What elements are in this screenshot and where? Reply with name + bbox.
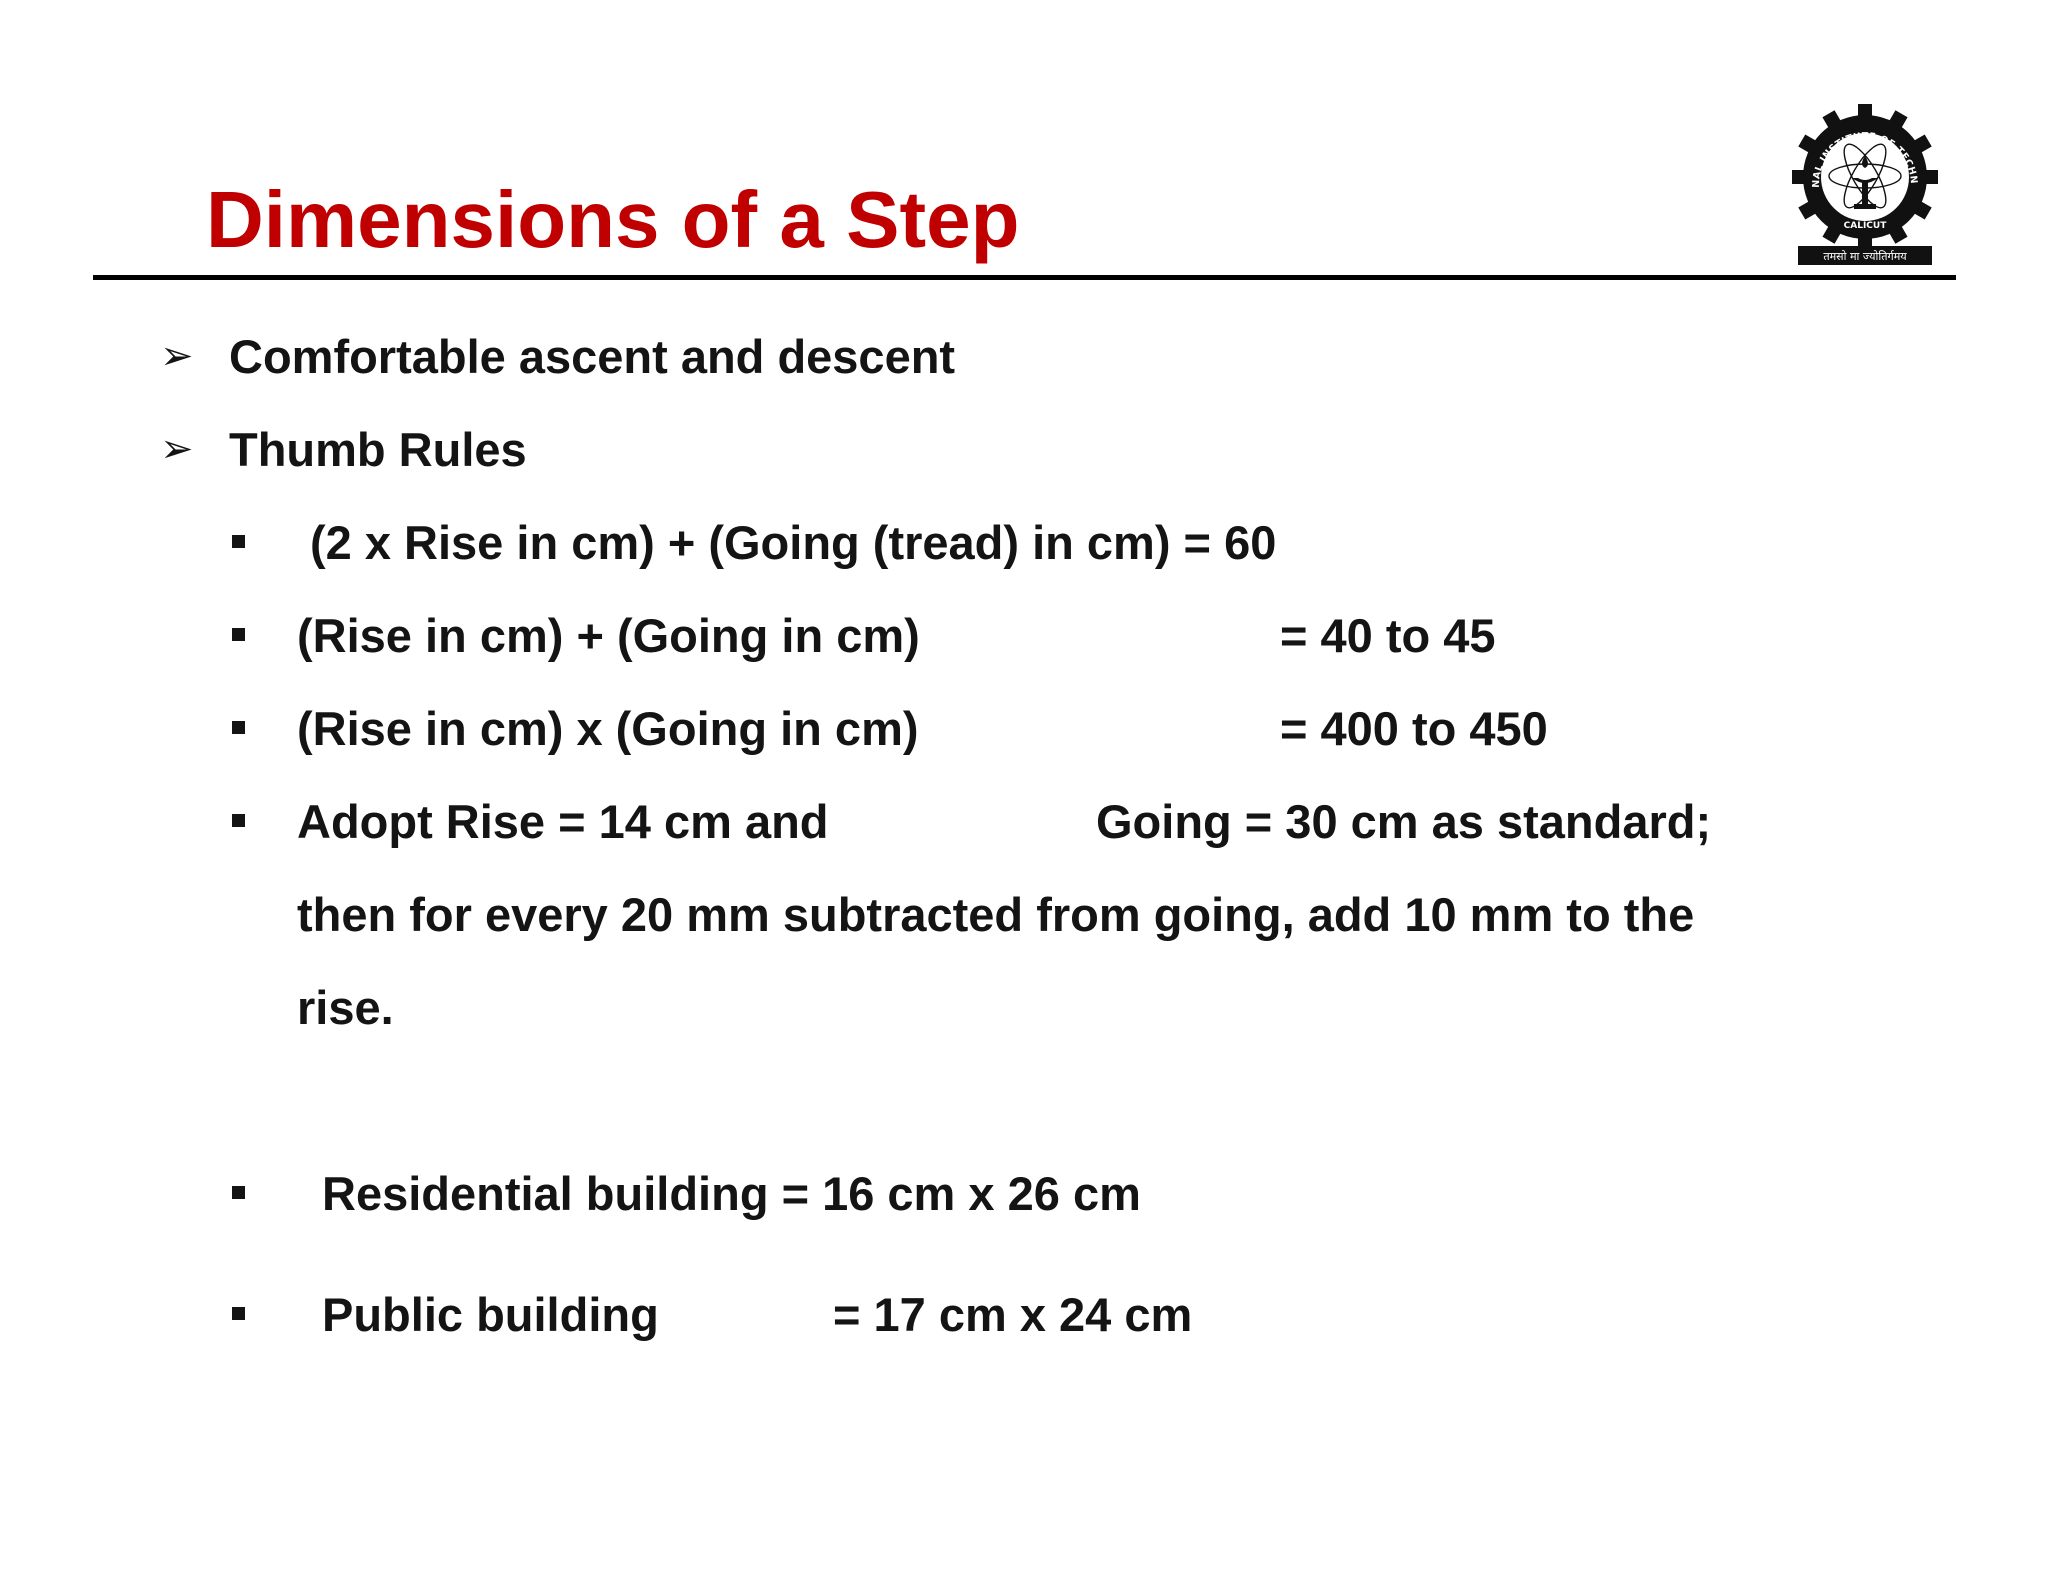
square-bullet-icon bbox=[232, 1307, 245, 1320]
title-underline bbox=[93, 275, 1956, 280]
rule-rise-plus-going: (Rise in cm) + (Going in cm) bbox=[297, 609, 920, 662]
square-bullet-icon bbox=[232, 721, 245, 734]
square-bullet-icon bbox=[232, 535, 245, 548]
bullet-comfortable: Comfortable ascent and descent bbox=[229, 330, 956, 383]
logo-motto: तमसो मा ज्योतिर्गमय bbox=[1823, 250, 1907, 263]
standard-public-value: = 17 cm x 24 cm bbox=[833, 1288, 1193, 1341]
square-bullet-icon bbox=[232, 814, 245, 827]
arrow-bullet-icon: ➢ bbox=[160, 334, 194, 378]
standard-public: Public building bbox=[322, 1288, 659, 1341]
rule-rise-plus-going-value: = 40 to 45 bbox=[1280, 609, 1496, 662]
rule-rise-going-sum: (2 x Rise in cm) + (Going (tread) in cm) = 60 bbox=[310, 516, 1277, 569]
institute-emblem-icon bbox=[1792, 104, 1938, 272]
standard-residential: Residential building = 16 cm x 26 cm bbox=[322, 1167, 1141, 1220]
square-bullet-icon bbox=[232, 1186, 245, 1199]
bullet-thumb-rules: Thumb Rules bbox=[229, 423, 527, 476]
arrow-bullet-icon: ➢ bbox=[160, 427, 194, 471]
slide-title: Dimensions of a Step bbox=[206, 175, 1020, 264]
rule-adopt-rise: Adopt Rise = 14 cm and bbox=[297, 795, 829, 848]
logo-ring-text: NAL INSTITUTE OF TECHN bbox=[1810, 130, 1920, 188]
rule-adopt-continuation: then for every 20 mm subtracted from going, add 10 mm to the bbox=[297, 888, 1695, 941]
square-bullet-icon bbox=[232, 628, 245, 641]
rule-adopt-going: Going = 30 cm as standard; bbox=[1096, 795, 1712, 848]
rule-rise-times-going-value: = 400 to 450 bbox=[1280, 702, 1548, 755]
logo-city: CALICUT bbox=[1843, 221, 1887, 231]
rule-adopt-continuation-end: rise. bbox=[297, 981, 394, 1034]
rule-rise-times-going: (Rise in cm) x (Going in cm) bbox=[297, 702, 919, 755]
institute-logo bbox=[1792, 104, 1938, 272]
